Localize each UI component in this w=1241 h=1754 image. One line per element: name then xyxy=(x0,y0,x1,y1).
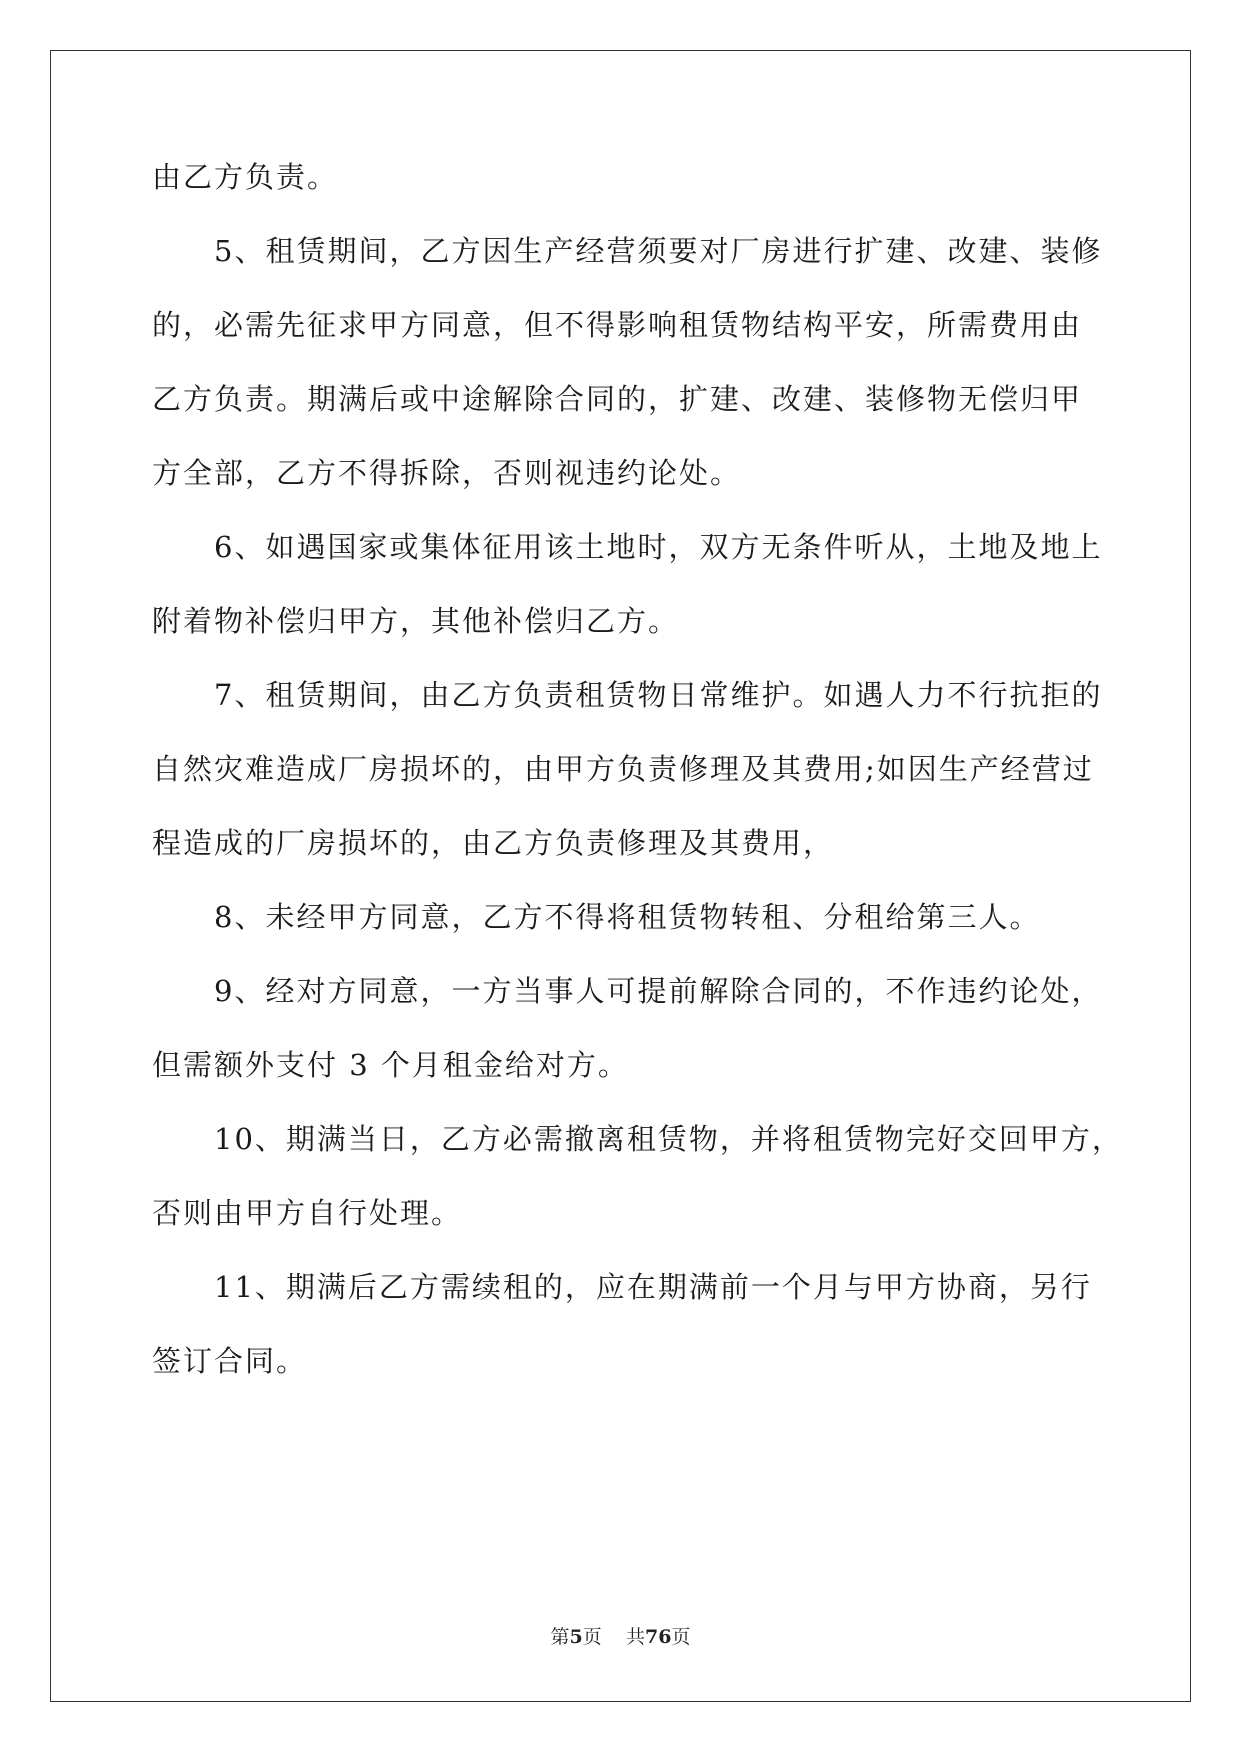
text-line: 签订合同。 xyxy=(152,1344,308,1378)
text-line: 由乙方负责。 xyxy=(152,160,339,194)
total-suffix: 页 xyxy=(671,1626,691,1648)
page-prefix: 第 xyxy=(550,1626,570,1648)
text-line: 程造成的厂房损坏的，由乙方负责修理及其费用， xyxy=(152,826,835,860)
paragraph-11-line-1: 11、期满后乙方需续租的，应在期满前一个月与甲方协商，另行 xyxy=(214,1270,1092,1304)
page-border xyxy=(50,50,1191,1702)
total-pages: 76 xyxy=(644,1626,672,1648)
paragraph-7-line-1: 7、租赁期间，由乙方负责租赁物日常维护。如遇人力不行抗拒的 xyxy=(214,678,1103,712)
text-line: 乙方负责。期满后或中途解除合同的，扩建、改建、装修物无偿归甲 xyxy=(152,382,1083,416)
paragraph-5-line-1: 5、租赁期间，乙方因生产经营须要对厂房进行扩建、改建、装修 xyxy=(214,234,1103,268)
paragraph-6-line-1: 6、如遇国家或集体征用该土地时，双方无条件听从，土地及地上 xyxy=(214,530,1103,564)
text-line: 附着物补偿归甲方，其他补偿归乙方。 xyxy=(152,604,680,638)
text-line: 方全部，乙方不得拆除，否则视违约论处。 xyxy=(152,456,742,490)
paragraph-8-line-1: 8、未经甲方同意，乙方不得将租赁物转租、分租给第三人。 xyxy=(214,900,1041,934)
text-line: 的，必需先征求甲方同意，但不得影响租赁物结构平安，所需费用由 xyxy=(152,308,1083,342)
text-line: 自然灾难造成厂房损坏的，由甲方负责修理及其费用;如因生产经营过 xyxy=(152,752,1094,786)
paragraph-10-line-1: 10、期满当日，乙方必需撤离租赁物，并将租赁物完好交回甲方， xyxy=(214,1122,1123,1156)
page-number: 5 xyxy=(569,1626,583,1648)
paragraph-9-line-1: 9、经对方同意，一方当事人可提前解除合同的，不作违约论处， xyxy=(214,974,1103,1008)
page-suffix: 页 xyxy=(582,1626,602,1648)
text-line: 否则由甲方自行处理。 xyxy=(152,1196,463,1230)
text-line: 但需额外支付 3 个月租金给对方。 xyxy=(152,1048,629,1082)
total-prefix: 共 xyxy=(625,1626,645,1648)
page-footer xyxy=(0,1622,1241,1649)
